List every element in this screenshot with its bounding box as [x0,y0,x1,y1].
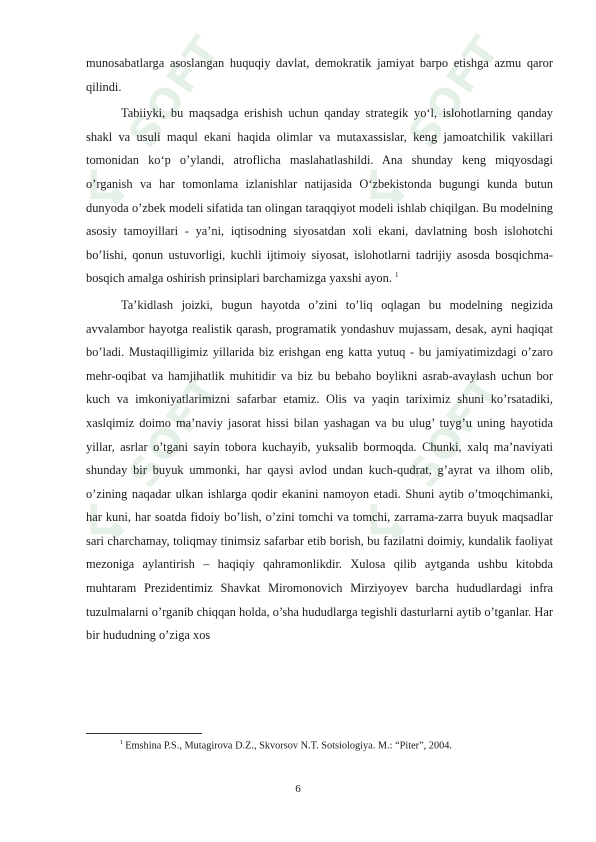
footnote-marker: 1 [120,739,124,746]
footnote-text: Emshina P.S., Mutagirova D.Z., Skvorsov N.T. Sotsiologiya. M.: “Piter”, 2004. [125,740,452,752]
paragraph: munosabatlarga asoslangan huquqiy davlat, demokratik jamiyat barpo etishga azmu qaror qilindi. [86,56,553,94]
page-number: 6 [295,783,301,795]
watermark-text: SOFT [400,367,510,497]
body-text [86,52,553,648]
paragraph: Tabiiyki, bu maqsadga erishish uchun qanday strategik yo‘l, islohotlarning qanday shakl va usuli maqul ekani haqida olimlar va mutaxassislar, keng jamoatchilik vakillari tomonidan ko‘p o’ylandi, atroflicha maslahatlashildi. Ana shunday keng miqyosdagi o’rganish va har tomonlama izlanishlar natijasida O‘zbekistonda bugungi kunda butun dunyoda o’zbek modeli sifatida tan olingan taraqqiyot modeli ishlab chiqilgan. Bu modelning asosiy tamoyillari - ya’ni, iqtisodning siyosatdan xoli ekani, davlatning bosh islohotchi bo’lishi, qonun ustuvorligi, kuchli ijtimoiy siyosat, islohotlarni tadrijiy asosda bosqichma-bosqich amalga oshirish prinsiplari barchamizga yaxshi ayon. $^1$ [86,106,553,286]
watermark-text: SOFT [400,27,510,157]
paragraph: Ta’kidlash joizki, bugun hayotda o’zini to’liq oqlagan bu modelning negizida avvalambor hayotga realistik qarash, programatik yondashuv mujassam, desak, ayni haqiqat bo’ladi. Mustaqilligimiz yillarida biz erishgan eng katta yutuq - bu jamiyatimizdagi o’zaro mehr-oqibat va hamjihatlik muhitidir va biz bu bebaho boylikni asrab-avaylash uchun bor kuch va imkoniyatlarimizni safarbar etamiz. Olis va yaqin tariximiz shuni ko’rsatadiki, xaslqimiz doimo ma’naviy jasorat hissi bilan yashagan va bu ulug’ tuyg’u uning hayotida yillar, asrlar o’tgani sayin tobora kuchayib, yuksalib bormoqda. Chunki, xalq ma’naviyati shunday bir buyuk ummonki, har qaysi avlod undan kuch-qudrat, g’ayrat va ilhom olib, o’zining naqadar ulkan ishlarga qodir ekanini namoyon etadi. Shuni aytib o’tmoqchimanki, har kuni, har soatda fidoiy bo’lish, o’zini tomchi va tomchi, zarrama-zarra buyuk maqsadlar sari charchamay, toliqmay tinimsiz safarbar etib borish, bu fazilatni doimiy, kundalik faoliyat mezoniga aylantirish – haqiqiy qahramonlikdir. Xulosa qilib aytganda ushbu kitobda muhtaram Prezidentimiz Shavkat Miromonovich Mirziyoyev barcha hududlardagi infra tuzulmalarni o’rganib chiqqan holda, o’sha hududlarga tegishli dasturlarni aytib o’tganlar. Har bir hududning o’ziga xos [86,297,553,643]
footnote-ref[interactable]: 1 [395,271,399,280]
footnote-divider [86,733,202,734]
watermark-text: SOFT [120,367,230,497]
watermark-text: SOFT [120,27,230,157]
footnote [120,739,550,751]
